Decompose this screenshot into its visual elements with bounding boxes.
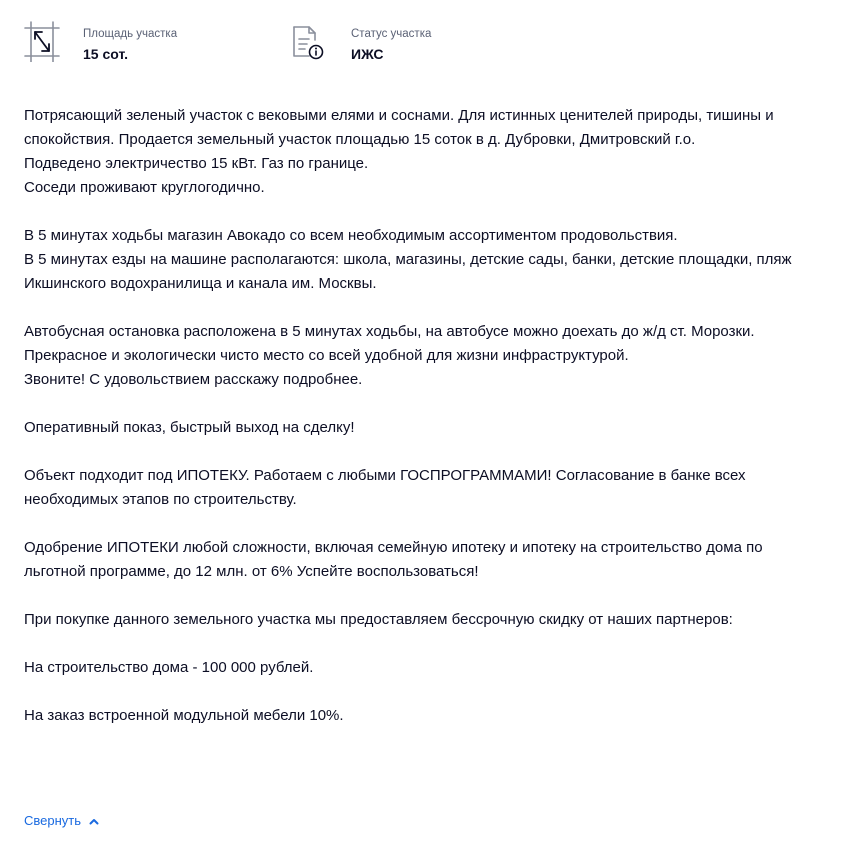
description-paragraph: Объект подходит под ИПОТЕКУ. Работаем с любыми ГОСПРОГРАММАМИ! Согласование в банке всех необходимых этапов по строительству.: [24, 467, 746, 508]
description-paragraph: Потрясающий зеленый участок с вековыми елями и соснами. Для истинных ценителей природы, тишины и спокойствия. Продается земельный участок площадью 15 соток в д. Дубровки, Дмитровский г.о. Подведено электричество 15 кВт. Газ по границе. Соседи проживают круглогодично.: [24, 107, 774, 196]
document-info-icon: [291, 20, 329, 62]
collapse-description-button[interactable]: [24, 812, 99, 830]
listing-facts: [23, 20, 431, 63]
collapse-label: Свернуть: [24, 813, 82, 828]
area-label: Площадь участка: [83, 28, 178, 40]
status-label: Статус участка: [351, 28, 432, 40]
description-paragraph: На строительство дома - 100 000 рублей.: [24, 659, 314, 676]
description-paragraph: В 5 минутах ходьбы магазин Авокадо со всем необходимым ассортиментом продовольствия. В 5 минутах езды на машине располагаются: школа, магазины, детские сады, банки, детские площадки, пляж Икшинского водохранилища и канала им. Москвы.: [24, 227, 792, 292]
fact-plot-status: [291, 20, 431, 63]
area-resize-icon: [23, 20, 61, 62]
description-paragraph: Одобрение ИПОТЕКИ любой сложности, включая семейную ипотеку и ипотеку на строительство дома по льготной программе, до 12 млн. от 6% Успейте воспользоваться!: [24, 539, 763, 580]
area-value: 15 сот.: [83, 46, 128, 62]
description-paragraph: Автобусная остановка расположена в 5 минутах ходьбы, на автобусе можно доехать до ж/д ст. Морозки. Прекрасное и экологически чисто место со всей удобной для жизни инфраструктурой. Звоните! С удовольствием расскажу подробнее.: [24, 323, 755, 388]
description-paragraph: Оперативный показ, быстрый выход на сделку!: [24, 419, 355, 436]
listing-description: [24, 104, 824, 728]
description-paragraph: На заказ встроенной модульной мебели 10%.: [24, 707, 344, 724]
status-value: ИЖС: [351, 46, 384, 62]
description-paragraph: При покупке данного земельного участка мы предоставляем бессрочную скидку от наших партнеров:: [24, 611, 733, 628]
fact-plot-area: [23, 20, 291, 63]
chevron-up-icon: [89, 818, 99, 825]
